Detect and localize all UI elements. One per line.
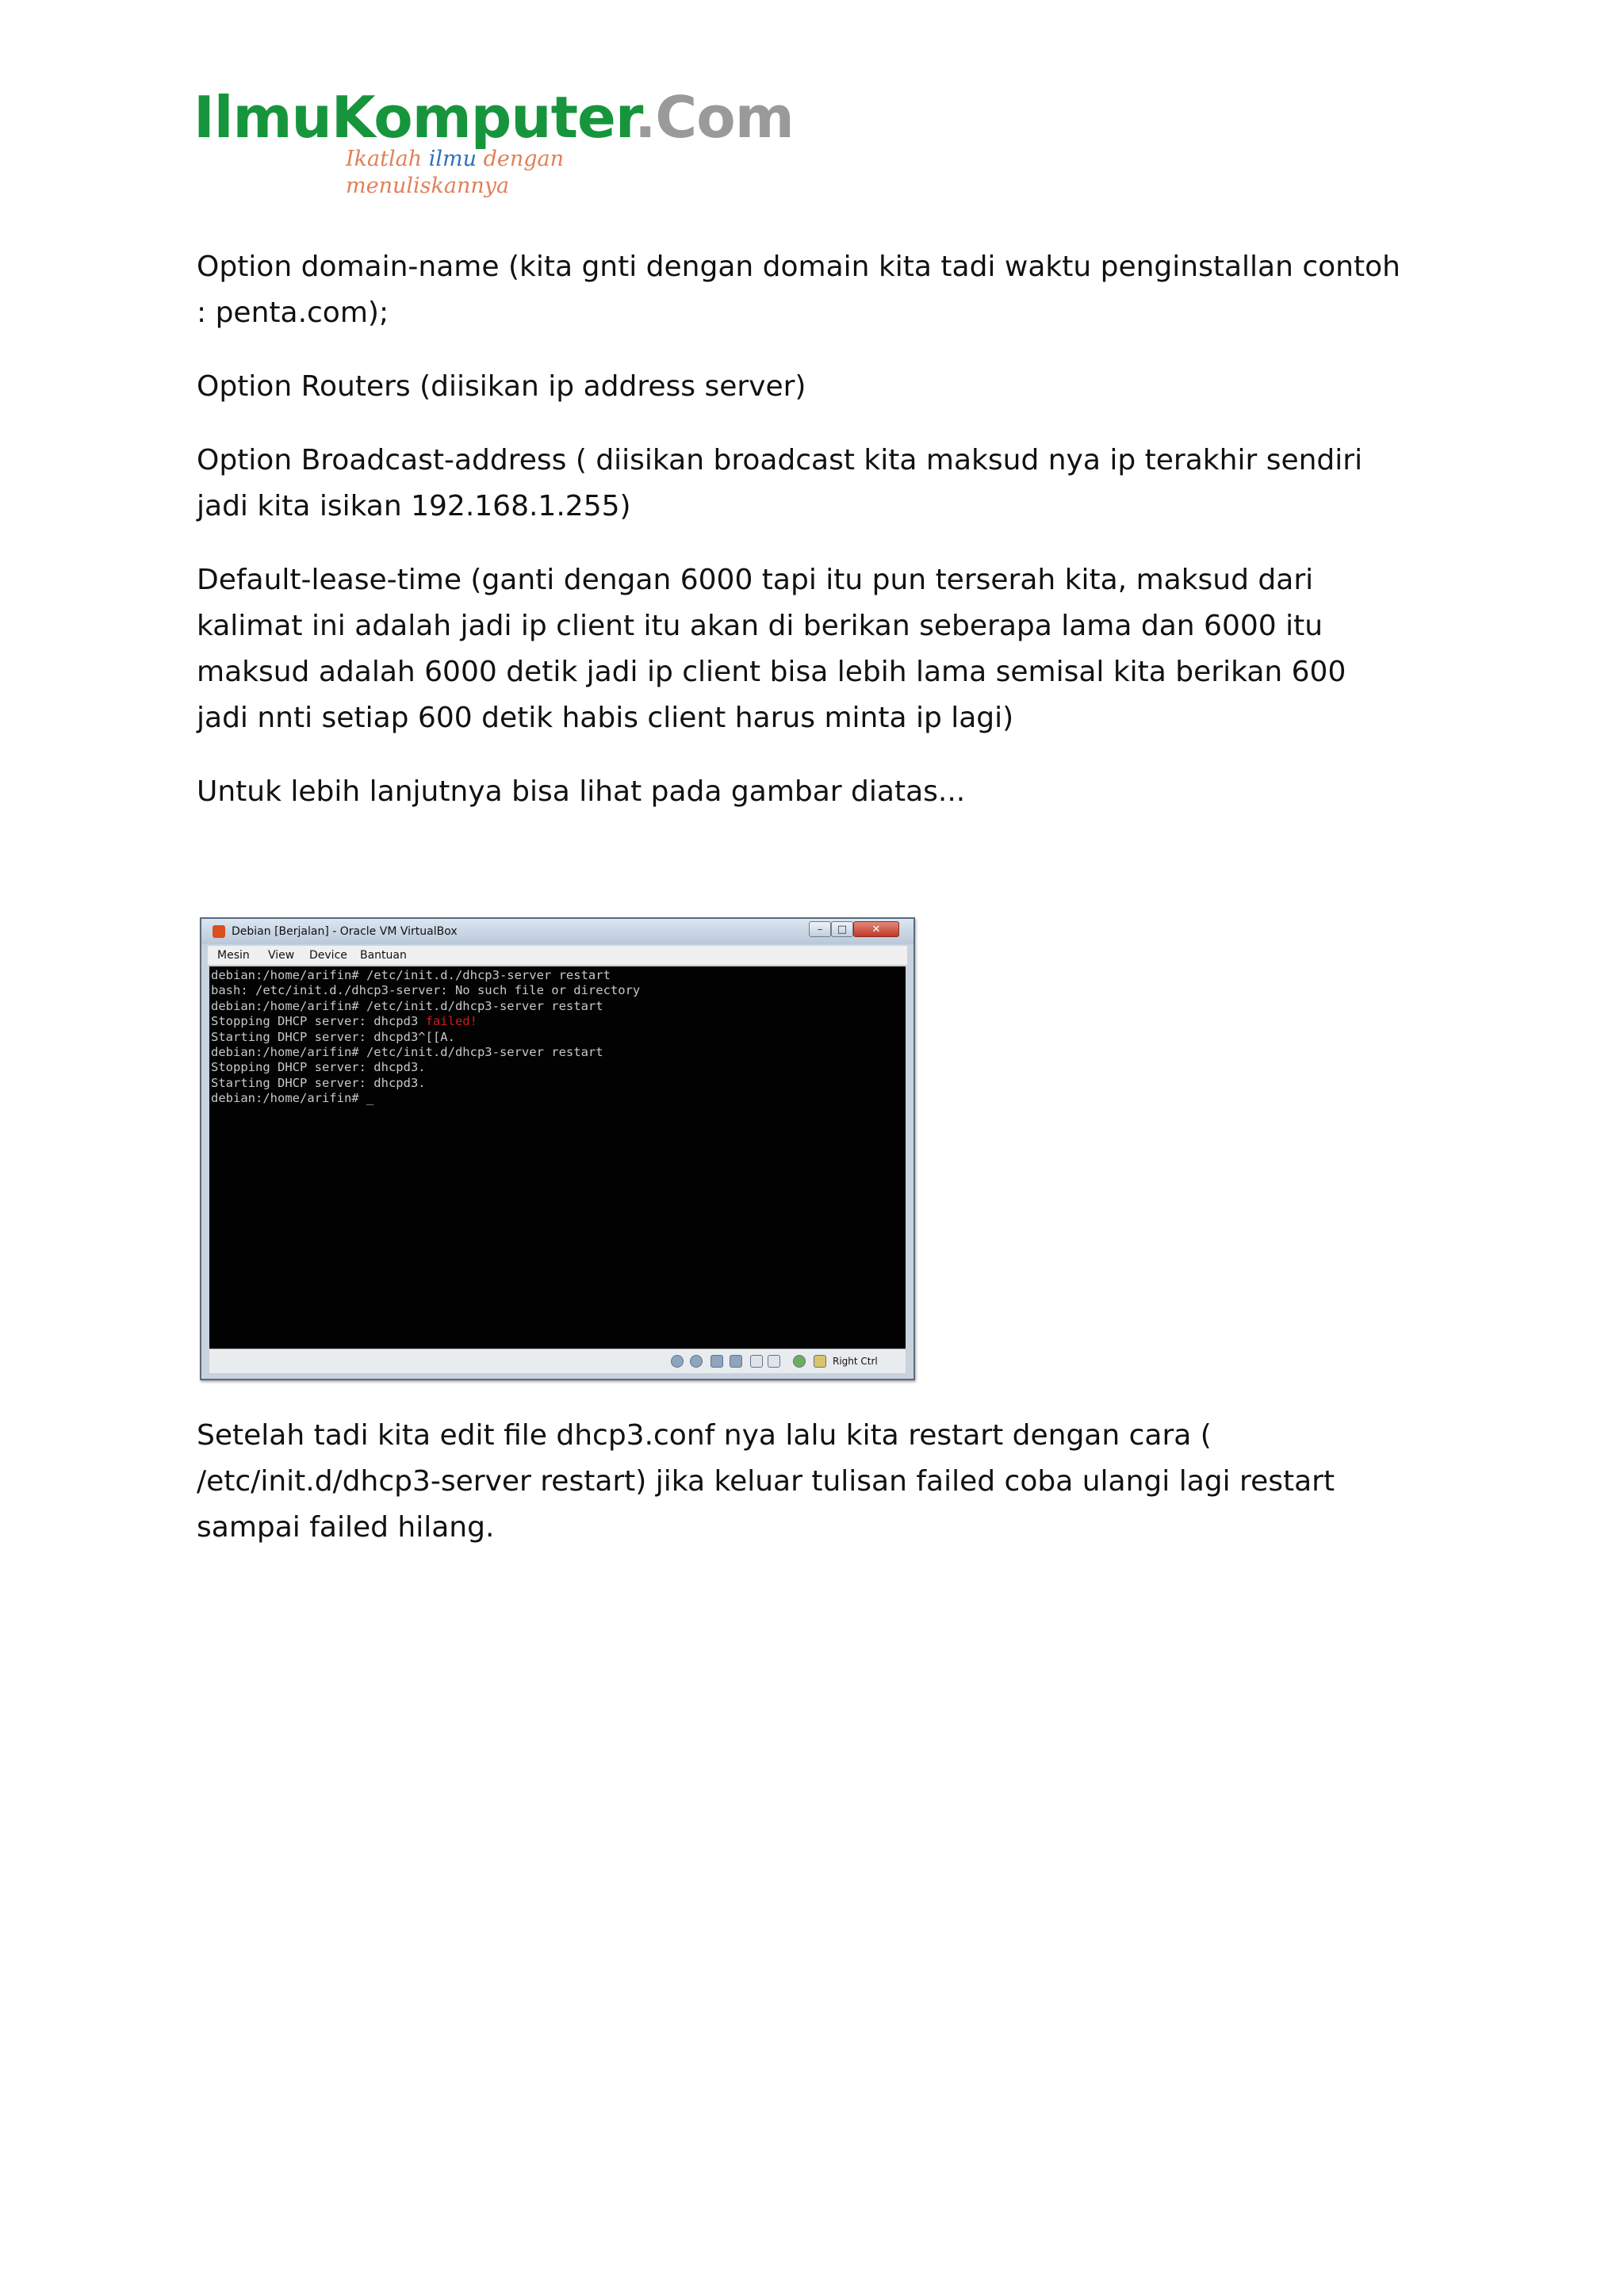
menu-item-view[interactable]: View <box>268 949 295 962</box>
logo-tagline <box>346 146 701 200</box>
minimize-icon[interactable]: – <box>809 921 831 937</box>
window-menubar <box>208 946 907 966</box>
mouse-integration-icon[interactable] <box>793 1355 806 1368</box>
site-logo <box>193 84 794 198</box>
terminal-output <box>209 966 906 1107</box>
window-statusbar <box>209 1349 906 1373</box>
maximize-icon[interactable]: □ <box>831 921 853 937</box>
terminal-line: Starting DHCP server: dhcpd3. <box>211 1075 426 1090</box>
terminal-line: bash: /etc/init.d./dhcp3-server: No such file or directory <box>211 983 641 998</box>
paragraph-broadcast: Option Broadcast-address ( diisikan broadcast kita maksud nya ip terakhir sendiri jadi kita isikan 192.168.1.255) <box>197 444 1363 522</box>
terminal-line: Stopping DHCP server: dhcpd3 <box>211 1014 426 1029</box>
tagline-middle: ilmu <box>428 147 477 171</box>
menu-item-device[interactable]: Device <box>309 949 347 962</box>
paragraph-restart-instructions: Setelah tadi kita edit file dhcp3.conf nya lalu kita restart dengan cara ( /etc/init.d/dhcp3-server restart) jika keluar tulisan failed coba ulangi lagi restart sampai failed hilang. <box>197 1419 1335 1544</box>
logo-dotcom: .Com <box>634 84 794 151</box>
menu-item-mesin[interactable]: Mesin <box>217 949 250 962</box>
usb-icon[interactable] <box>710 1355 723 1368</box>
paragraph-domain-name: Option domain-name (kita gnti dengan domain kita tadi waktu penginstallan contoh : penta.com); <box>197 251 1400 329</box>
paragraph-see-image: Untuk lebih lanjutnya bisa lihat pada gambar diatas... <box>197 775 966 808</box>
shared-folders-icon[interactable] <box>750 1355 763 1368</box>
paragraph-lease-time: Default-lease-time (ganti dengan 6000 tapi itu pun terserah kita, maksud dari kalimat ini adalah jadi ip client itu akan di berikan seberapa lama dan 6000 itu maksud adalah 6000 detik jadi ip client bisa lebih lama semisal kita berikan 600 jadi nnti setiap 600 detik habis client harus minta ip lagi) <box>197 564 1346 734</box>
terminal-line: Starting DHCP server: dhcpd3^[[A. <box>211 1029 455 1044</box>
tagline-start: Ikatlah <box>346 147 423 171</box>
logo-wordmark <box>193 86 794 149</box>
terminal-console[interactable] <box>209 966 906 1349</box>
terminal-failed-text: failed! <box>425 1014 477 1029</box>
window-title: Debian [Berjalan] - Oracle VM VirtualBox <box>232 925 458 938</box>
terminal-prompt: debian:/home/arifin# _ <box>211 1091 374 1106</box>
host-key-label: Right Ctrl <box>833 1356 878 1367</box>
optical-drive-icon[interactable] <box>690 1355 703 1368</box>
host-key-icon <box>814 1355 826 1368</box>
window-titlebar <box>201 919 914 944</box>
hard-disk-icon[interactable] <box>671 1355 684 1368</box>
menu-item-bantuan[interactable]: Bantuan <box>360 949 407 962</box>
paragraph-routers: Option Routers (diisikan ip address server) <box>197 370 806 403</box>
tagline-end: dengan menuliskannya <box>346 147 564 198</box>
network-icon[interactable] <box>730 1355 742 1368</box>
virtualbox-app-icon <box>213 925 225 938</box>
logo-name: IlmuKomputer <box>193 84 635 151</box>
terminal-line: debian:/home/arifin# /etc/init.d./dhcp3-server restart <box>211 968 611 982</box>
terminal-line: debian:/home/arifin# /etc/init.d/dhcp3-server restart <box>211 998 603 1013</box>
terminal-line: Stopping DHCP server: dhcpd3. <box>211 1060 426 1075</box>
terminal-line: debian:/home/arifin# /etc/init.d/dhcp3-server restart <box>211 1045 603 1060</box>
close-icon[interactable]: ✕ <box>853 921 899 937</box>
virtualbox-screenshot <box>200 917 915 1380</box>
display-icon[interactable] <box>768 1355 780 1368</box>
